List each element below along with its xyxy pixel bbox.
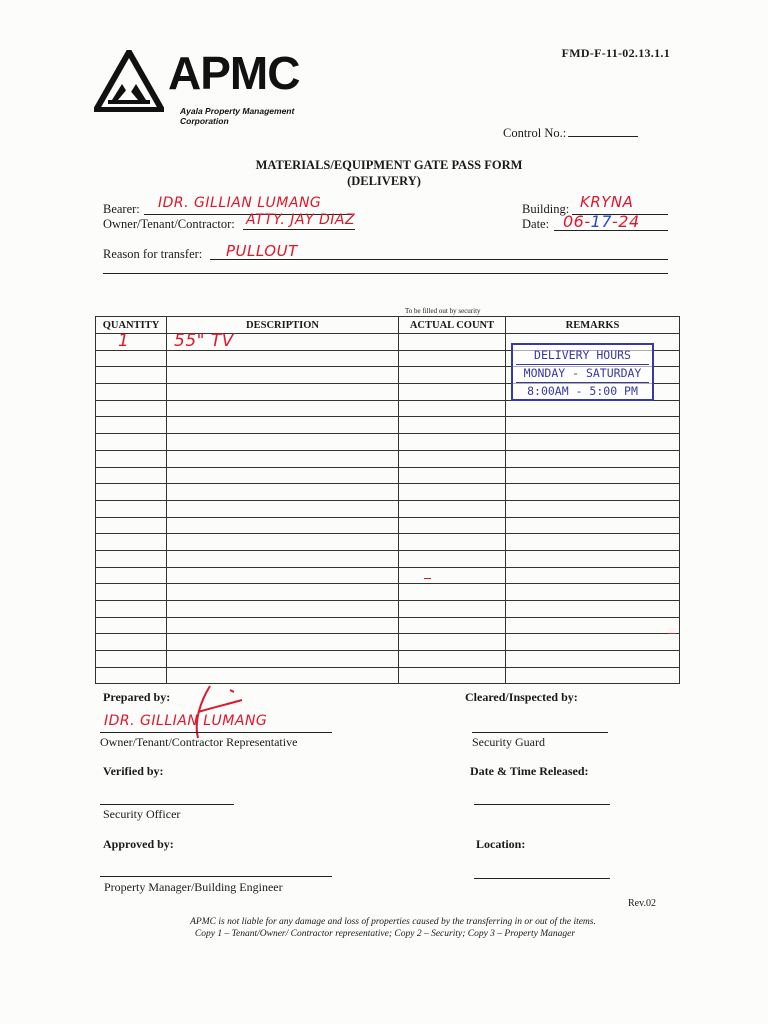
form-title-line1: MATERIALS/EQUIPMENT GATE PASS FORM [255,158,523,172]
date-value-month: 06- [563,212,591,231]
stamp-line2: MONDAY - SATURDAY [516,364,649,382]
table-cell[interactable] [506,517,680,534]
location-label: Location: [476,837,526,851]
table-cell[interactable] [167,534,399,551]
table-cell[interactable] [399,350,506,367]
table-cell[interactable] [399,534,506,551]
table-cell[interactable] [96,500,167,517]
table-cell[interactable] [96,550,167,567]
table-cell[interactable] [506,584,680,601]
revision: Rev.02 [628,898,656,909]
table-cell[interactable] [167,550,399,567]
table-cell[interactable] [96,601,167,618]
date-value-year: -24 [612,212,640,231]
table-cell[interactable] [506,567,680,584]
date-time-released-label: Date & Time Released: [470,764,589,778]
table-row [96,617,680,634]
prepared-by-label: Prepared by: [103,690,171,704]
control-number-line[interactable] [568,126,638,137]
security-guard-label: Security Guard [472,735,545,749]
table-cell[interactable] [399,634,506,651]
footer-disclaimer [0,916,768,940]
table-row [96,517,680,534]
reason-value[interactable]: PULLOUT [226,242,298,260]
table-cell[interactable] [399,450,506,467]
form-title-line2: (DELIVERY) [347,174,421,188]
signature-mark [180,682,250,742]
table-cell[interactable] [167,500,399,517]
table-cell[interactable] [96,467,167,484]
stamp-line1: DELIVERY HOURS [534,348,631,362]
footer-disclaimer-line: APMC is not liable for any damage and loss of properties caused by the transferring in or out of the items. [190,917,596,927]
date-label: Date: [522,217,550,231]
reason-line-2 [103,273,668,274]
apmc-logo-icon [94,50,164,112]
table-cell[interactable] [167,450,399,467]
table-cell[interactable] [399,500,506,517]
table-cell[interactable] [399,584,506,601]
verified-by-line[interactable] [100,804,234,805]
table-cell[interactable] [96,667,167,684]
table-cell[interactable] [399,417,506,434]
table-cell[interactable] [167,484,399,501]
table-row [96,634,680,651]
table-row [96,450,680,467]
table-cell[interactable] [167,417,399,434]
table-cell[interactable] [96,534,167,551]
table-cell[interactable] [506,601,680,618]
apmc-logo [94,46,344,126]
table-cell[interactable] [167,617,399,634]
table-row [96,534,680,551]
table-cell[interactable] [167,467,399,484]
table-cell[interactable] [399,617,506,634]
table-cell[interactable] [96,567,167,584]
table-row [96,500,680,517]
table-cell[interactable] [506,467,680,484]
table-cell[interactable] [399,667,506,684]
table-row [96,550,680,567]
table-cell[interactable] [506,534,680,551]
table-cell[interactable] [506,450,680,467]
red-mark [668,633,676,634]
owner-value[interactable]: ATTY. JAY DIAZ [246,212,356,228]
table-cell[interactable] [96,634,167,651]
table-cell[interactable] [96,584,167,601]
table-cell[interactable] [399,567,506,584]
table-row [96,467,680,484]
table-cell[interactable] [399,601,506,618]
table-cell[interactable] [506,667,680,684]
approved-by-label: Approved by: [103,837,174,851]
table-cell[interactable] [167,434,399,451]
table-cell[interactable] [96,350,167,367]
form-title [0,157,768,189]
table-cell[interactable] [167,601,399,618]
control-number [503,126,638,141]
table-row [96,484,680,501]
table-cell[interactable] [506,634,680,651]
cleared-by-label: Cleared/Inspected by: [465,690,578,704]
table-cell[interactable] [96,484,167,501]
table-cell[interactable] [506,417,680,434]
table-cell[interactable] [399,651,506,668]
table-cell[interactable] [96,367,167,384]
table-cell[interactable] [167,367,399,384]
table-cell[interactable] [96,434,167,451]
col-actual-count: ACTUAL COUNT [399,317,506,334]
table-row [96,601,680,618]
table-cell[interactable] [399,400,506,417]
date-value[interactable] [563,212,640,231]
table-cell[interactable] [506,617,680,634]
table-cell[interactable] [96,651,167,668]
location-line[interactable] [474,878,610,879]
prepared-by-name[interactable]: IDR. GILLIAN LUMANG [104,713,268,729]
prepared-by-line [100,732,332,733]
control-number-label: Control No.: [503,126,567,140]
footer-copies-line: Copy 1 – Tenant/Owner/ Contractor representative; Copy 2 – Security; Copy 3 – Property Manager [194,929,576,939]
table-cell[interactable] [167,651,399,668]
delivery-hours-stamp [511,343,654,401]
logo-subtitle: Ayala Property Management Corporation [180,106,295,126]
table-cell[interactable] [399,434,506,451]
table-cell[interactable] [96,450,167,467]
table-cell[interactable] [96,334,167,351]
table-cell[interactable] [506,484,680,501]
table-cell[interactable] [167,384,399,401]
security-officer-label: Security Officer [103,807,181,821]
form-code: FMD-F-11-02.13.1.1 [561,46,670,60]
table-cell[interactable] [167,634,399,651]
property-manager-label: Property Manager/Building Engineer [104,880,283,894]
table-cell[interactable] [506,651,680,668]
logo-text: APMC [168,47,300,99]
table-row [96,434,680,451]
col-quantity: QUANTITY [96,317,167,334]
reason-label: Reason for transfer: [103,247,203,261]
building-label: Building: [522,202,570,216]
table-row [96,567,680,584]
table-cell[interactable] [96,517,167,534]
col-description: DESCRIPTION [167,317,399,334]
table-cell[interactable] [399,367,506,384]
owner-rep-label: Owner/Tenant/Contractor Representative [100,735,298,749]
table-row [96,584,680,601]
table-cell[interactable] [96,617,167,634]
table-cell[interactable] [167,567,399,584]
table-row [96,400,680,417]
table-cell[interactable] [167,584,399,601]
row1-quantity[interactable]: 1 [118,331,130,351]
building-value[interactable]: KRYNA [580,193,634,211]
table-cell[interactable] [399,484,506,501]
table-cell[interactable] [399,334,506,351]
table-cell[interactable] [399,550,506,567]
bearer-label: Bearer: [103,202,140,216]
stamp-line3: 8:00AM - 5:00 PM [516,382,649,400]
col-remarks: REMARKS [506,317,680,334]
verified-by-label: Verified by: [103,764,164,778]
table-row [96,651,680,668]
table-cell[interactable] [96,384,167,401]
approved-by-line[interactable] [100,876,332,877]
table-cell[interactable] [399,467,506,484]
date-time-released-line[interactable] [474,804,610,805]
owner-label: Owner/Tenant/Contractor: [103,217,235,231]
table-cell[interactable] [167,350,399,367]
table-cell[interactable] [96,400,167,417]
table-cell[interactable] [167,400,399,417]
row1-description[interactable]: 55" TV [174,331,234,351]
security-note: To be filled out by security [405,307,481,315]
table-cell[interactable] [167,517,399,534]
table-cell[interactable] [506,550,680,567]
table-row [96,417,680,434]
table-cell[interactable] [399,517,506,534]
table-cell[interactable] [399,384,506,401]
bearer-value[interactable]: IDR. GILLIAN LUMANG [158,195,322,211]
cleared-by-line[interactable] [472,732,608,733]
table-cell[interactable] [506,434,680,451]
table-cell[interactable] [96,417,167,434]
table-cell[interactable] [506,400,680,417]
date-value-day: 17 [590,212,612,231]
red-mark [424,578,431,579]
owner-line [243,229,355,230]
table-cell[interactable] [506,500,680,517]
